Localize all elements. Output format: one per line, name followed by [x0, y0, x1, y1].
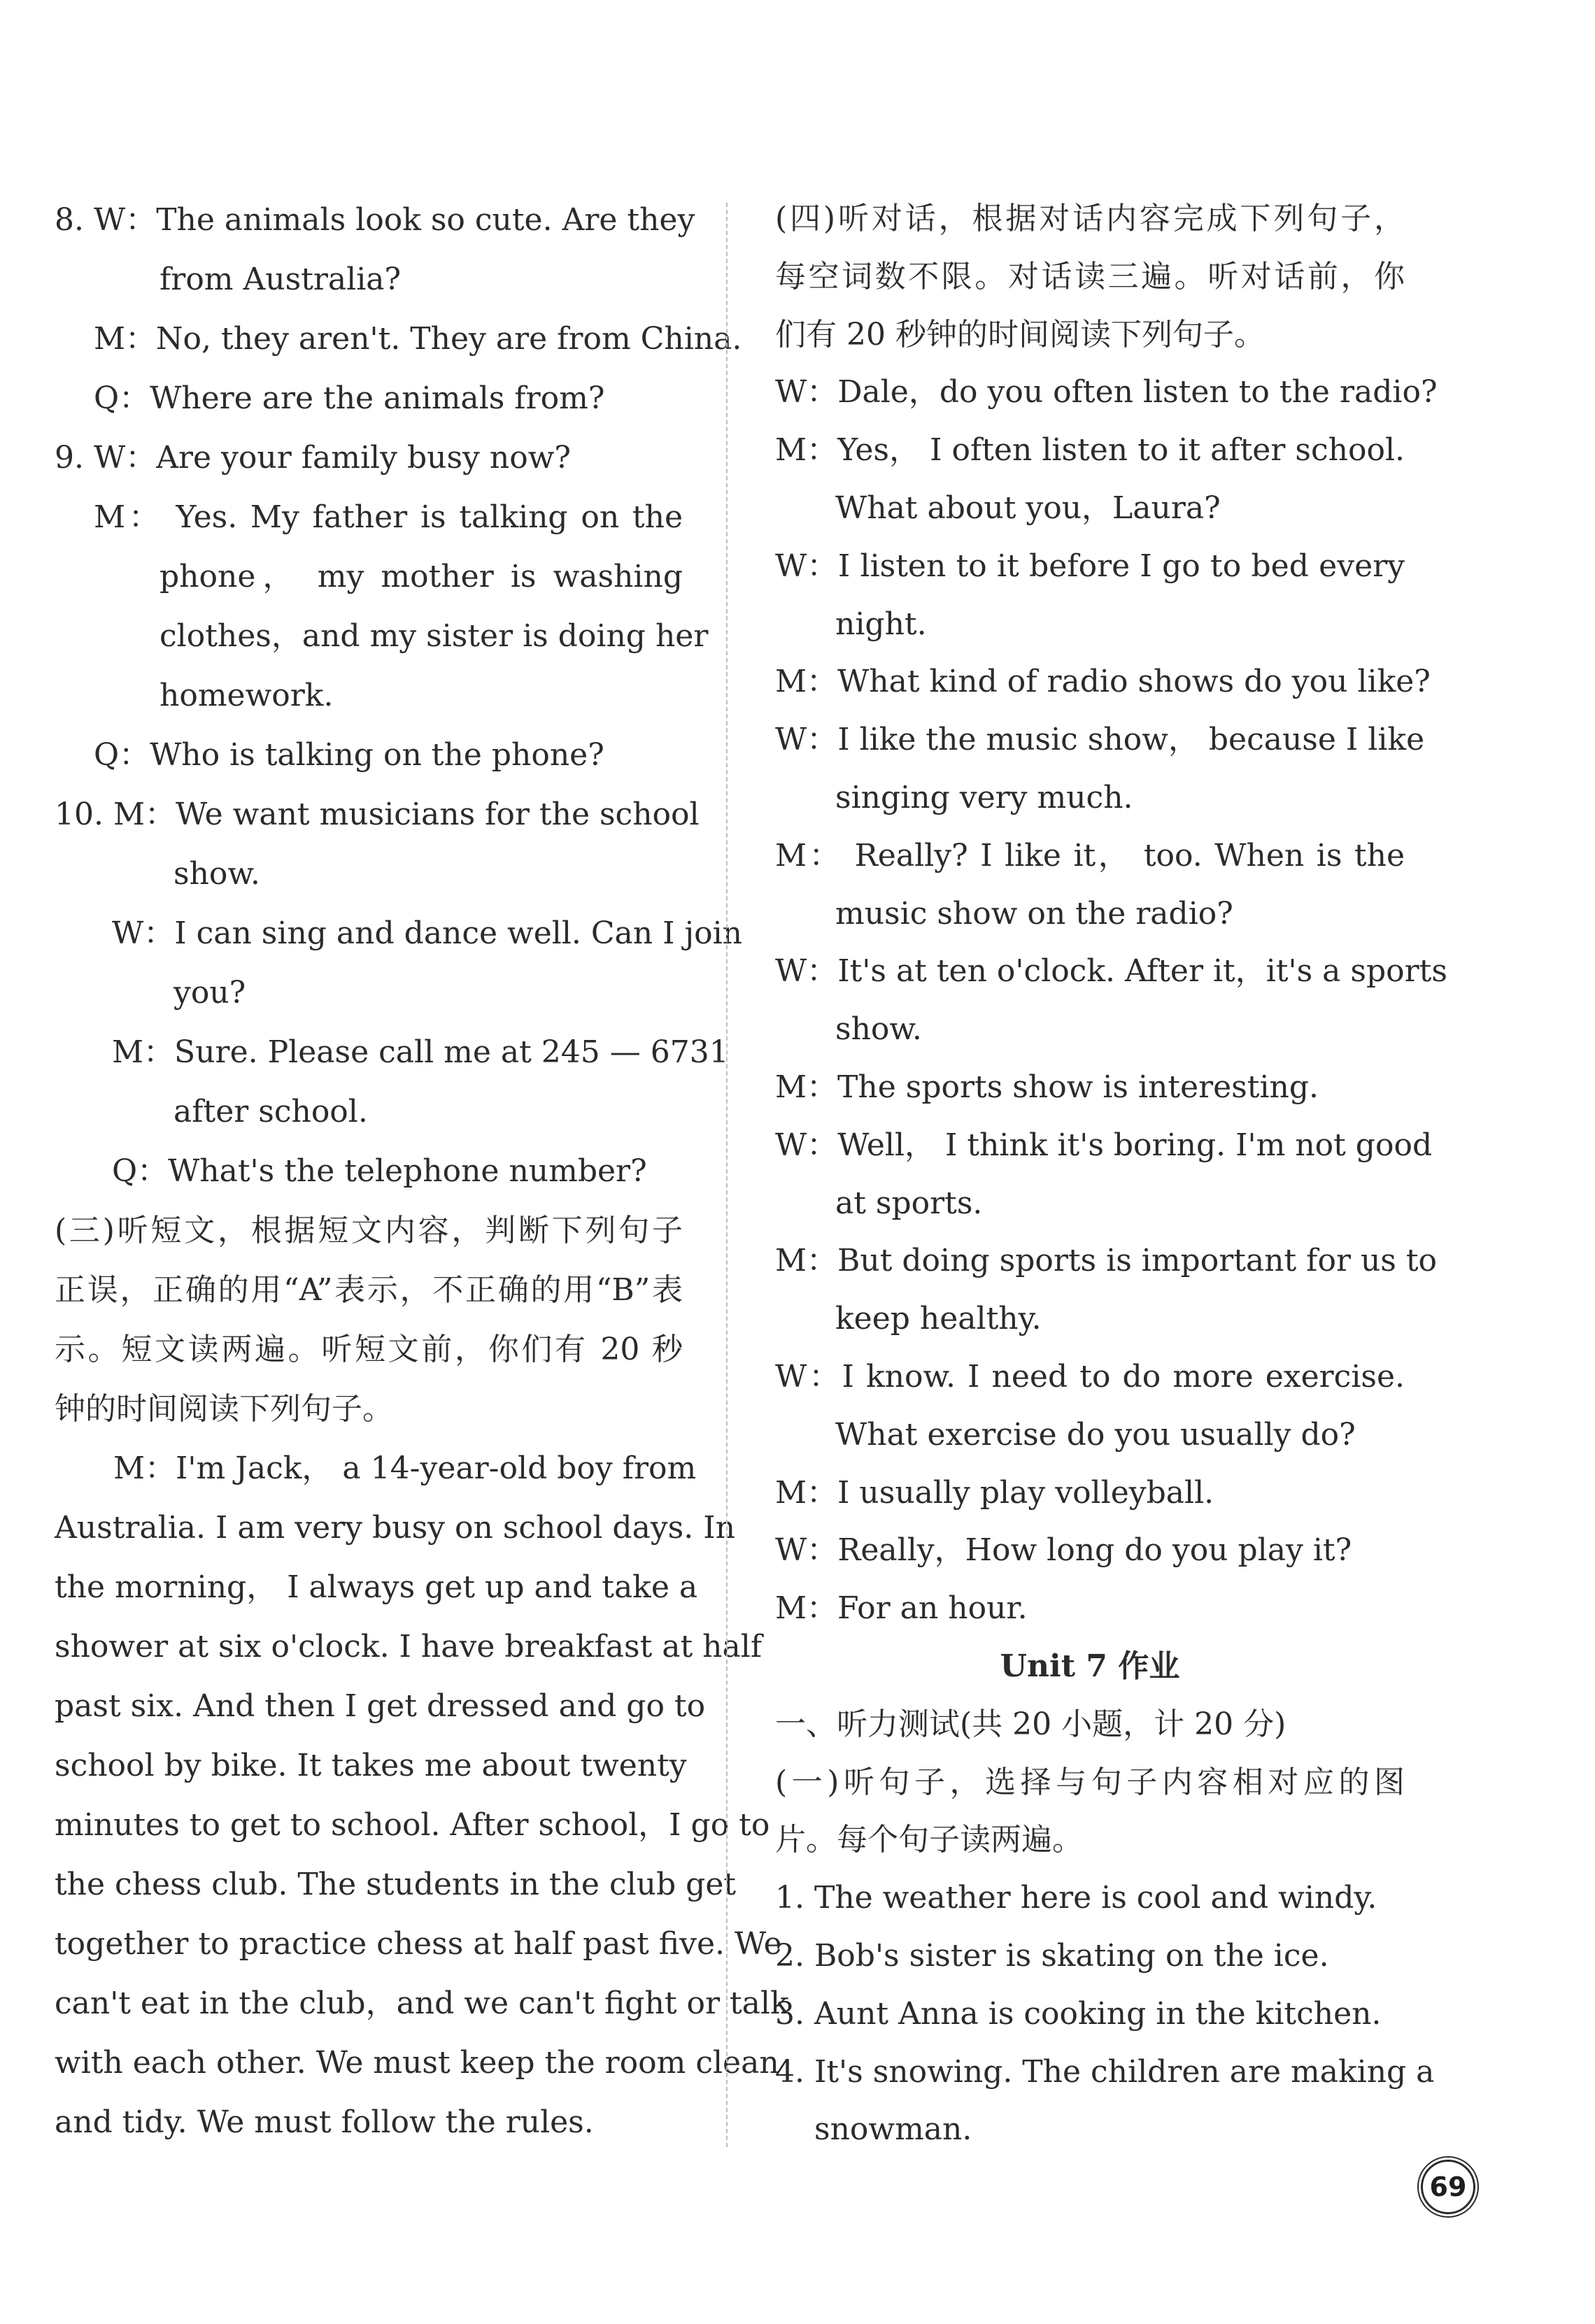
dialogue-line: W：Dale，do you often listen to the radio? — [775, 374, 1438, 411]
passage-line: with each other. We must keep the room clean — [55, 2045, 779, 2081]
dialogue-line: show. — [173, 856, 260, 892]
dialogue-line: M：What kind of radio shows do you like? — [775, 664, 1431, 700]
dialogue-line: homework. — [160, 678, 334, 713]
question-line: Q：Who is talking on the phone? — [94, 737, 604, 773]
dialogue-line: night. — [835, 606, 927, 642]
page-number-badge: 69 — [1421, 2160, 1475, 2214]
dialogue-line: M：But doing sports is important for us to — [775, 1243, 1438, 1279]
dialogue-line: music show on the radio? — [835, 895, 1233, 932]
dialogue-line: M：I usually play volleyball. — [775, 1474, 1214, 1511]
passage-line: school by bike. It takes me about twenty — [55, 1748, 687, 1783]
passage-line: the morning， I always get up and take a — [55, 1569, 698, 1605]
numbered-sentence: snowman. — [814, 2111, 972, 2148]
right-column — [775, 190, 1447, 2159]
dialogue-line: M：Yes， I often listen to it after school. — [775, 432, 1405, 469]
dialogue-line: W：Really，How long do you play it? — [775, 1532, 1352, 1569]
dialogue-line: W：I can sing and dance well. Can I join — [112, 915, 743, 951]
numbered-sentence: 2. Bob's sister is skating on the ice. — [775, 1937, 1329, 1974]
dialogue-line: phone， my mother is washing — [160, 559, 683, 594]
passage-line: past six. And then I get dressed and go to — [55, 1688, 706, 1724]
dialogue-line: after school. — [173, 1094, 368, 1129]
numbered-sentence: 3. Aunt Anna is cooking in the kitchen. — [775, 1995, 1382, 2032]
dialogue-line: W：I know. I need to do more exercise. — [775, 1358, 1405, 1395]
passage-line: the chess club. The students in the club get — [55, 1867, 737, 1902]
dialogue-line: at sports. — [835, 1185, 983, 1221]
dialogue-line: keep healthy. — [835, 1301, 1042, 1337]
dialogue-line: M：No, they aren't. They are from China. — [94, 321, 742, 357]
numbered-sentence: 4. It's snowing. The children are making a — [775, 2053, 1435, 2090]
section-instruction: 钟的时间阅读下列句子。 — [55, 1391, 393, 1427]
question-line: Q：Where are the animals from? — [94, 380, 605, 416]
passage-line: Australia. I am very busy on school days. In — [55, 1510, 735, 1546]
numbered-sentence: 1. The weather here is cool and windy. — [775, 1880, 1377, 1916]
dialogue-line: show. — [835, 1011, 922, 1048]
dialogue-line: What about you，Laura? — [835, 490, 1221, 526]
dialogue-line: from Australia? — [160, 262, 402, 297]
section-instruction: (一)听句子，选择与句子内容相对应的图 — [775, 1764, 1405, 1800]
passage-line: and tidy. We must follow the rules. — [55, 2104, 594, 2140]
dialogue-line: W：I listen to it before I go to bed every — [775, 548, 1405, 584]
section-instruction: (四)听对话，根据对话内容完成下列句子， — [775, 201, 1405, 236]
unit-heading: Unit 7 作业 — [1000, 1648, 1180, 1684]
dialogue-line: M：For an hour. — [775, 1590, 1028, 1627]
passage-line: can't eat in the club，and we can't fight or talk — [55, 1986, 789, 2021]
section-instruction: 们有 20 秒钟的时间阅读下列句子。 — [775, 316, 1265, 352]
dialogue-line: M：The sports show is interesting. — [775, 1069, 1319, 1105]
dialogue-line: W：Well， I think it's boring. I'm not good — [775, 1127, 1433, 1163]
question-line: Q：What's the telephone number? — [112, 1153, 647, 1189]
section-instruction: (三)听短文，根据短文内容，判断下列句子 — [55, 1213, 683, 1248]
dialogue-line: 9. W：Are your family busy now? — [55, 440, 571, 476]
dialogue-line: W：It's at ten o'clock. After it，it's a sports — [775, 953, 1447, 990]
dialogue-line: W：I like the music show， because I like — [775, 722, 1425, 758]
passage-line: minutes to get to school. After school，I go to — [55, 1807, 770, 1843]
dialogue-line: you? — [173, 975, 246, 1011]
section-instruction: 每空词数不限。对话读三遍。听对话前，你 — [775, 258, 1405, 294]
dialogue-line: M： Really? I like it， too. When is the — [775, 837, 1405, 874]
passage-line: M：I'm Jack， a 14-year-old boy from — [113, 1450, 697, 1486]
dialogue-line: singing very much. — [835, 779, 1133, 815]
section-instruction: 片。每个句子读两遍。 — [775, 1822, 1083, 1858]
dialogue-line: What exercise do you usually do? — [835, 1416, 1356, 1453]
left-column — [55, 190, 789, 2152]
dialogue-line: 8. W：The animals look so cute. Are they — [55, 202, 695, 238]
dialogue-line: clothes，and my sister is doing her — [160, 618, 709, 654]
dialogue-line: M： Yes. My father is talking on the — [94, 499, 683, 535]
section-heading: 一、听力测试(共 20 小题，计 20 分) — [775, 1706, 1286, 1742]
dialogue-line: 10. M：We want musicians for the school — [55, 797, 700, 832]
section-instruction: 示。短文读两遍。听短文前，你们有 20 秒 — [55, 1332, 683, 1367]
column-divider — [726, 203, 728, 2147]
passage-line: together to practice chess at half past five. We — [55, 1926, 782, 1962]
passage-line: shower at six o'clock. I have breakfast at half — [55, 1629, 763, 1664]
section-instruction: 正误，正确的用“A”表示，不正确的用“B”表 — [55, 1272, 683, 1308]
dialogue-line: M：Sure. Please call me at 245 — 6731 — [112, 1034, 729, 1070]
